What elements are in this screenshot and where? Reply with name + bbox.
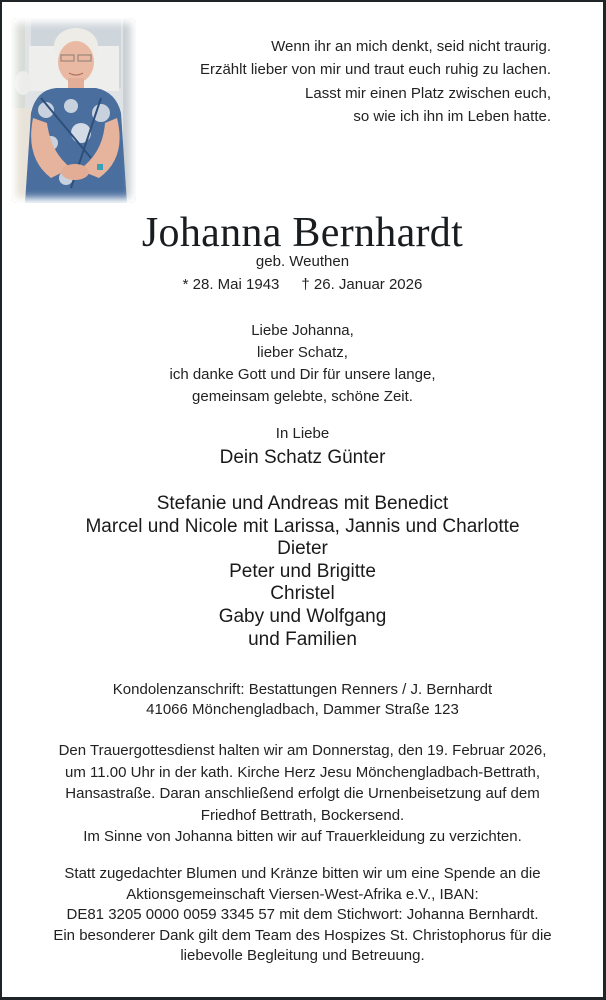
- family-line: Marcel und Nicole mit Larissa, Jannis und Charlotte: [85, 515, 520, 537]
- family-line: und Familien: [248, 628, 357, 650]
- service-line: Den Trauergottesdienst halten wir am Donnerstag, den 19. Februar 2026,: [58, 742, 547, 759]
- poem-line: so wie ich ihn im Leben hatte.: [353, 107, 551, 125]
- funeral-service-info: [2, 740, 603, 848]
- deceased-name: Johanna Bernhardt: [141, 210, 464, 256]
- service-line: um 11.00 Uhr in der kath. Kirche Herz Jesu Mönchengladbach-Bettrath,: [65, 763, 540, 781]
- letter-signer: Dein Schatz Günter: [219, 447, 386, 468]
- life-dates: [2, 275, 603, 295]
- service-line: Hansastraße. Daran anschließend erfolgt die Urnenbeisetzung auf dem: [65, 785, 540, 803]
- portrait-photo: [11, 18, 136, 203]
- family-line: Christel: [270, 583, 335, 605]
- poem-line: Lasst mir einen Platz zwischen euch,: [305, 84, 551, 102]
- birth-date: * 28. Mai 1943: [182, 276, 280, 293]
- donation-line: DE81 3205 0000 0059 3345 57 mit dem Stichwort: Johanna Bernhardt.: [66, 906, 539, 924]
- poem-line: Erzählt lieber von mir und traut euch ruhig zu lachen.: [199, 61, 551, 79]
- birth-name: geb. Weuthen: [255, 253, 350, 270]
- letter-line: Liebe Johanna,: [251, 322, 354, 339]
- family-line: Peter und Brigitte: [229, 560, 376, 582]
- donation-line: Aktionsgemeinschaft Viersen-West-Afrika e.V., IBAN:: [126, 885, 479, 903]
- letter-line: lieber Schatz,: [257, 344, 348, 361]
- service-line: Friedhof Bettrath, Bockersend.: [200, 806, 405, 824]
- poem: [200, 35, 551, 128]
- service-line: Im Sinne von Johanna bitten wir auf Trauerkleidung zu verzichten.: [83, 828, 522, 846]
- family-line: Stefanie und Andreas mit Benedict: [156, 493, 449, 514]
- letter-line: ich danke Gott und Dir für unsere lange,: [169, 366, 436, 383]
- family-mourners: [2, 493, 603, 651]
- personal-letter: [2, 320, 603, 408]
- family-line: Dieter: [277, 538, 328, 560]
- letter-closing: In Liebe: [275, 425, 330, 442]
- address-line: 41066 Mönchengladbach, Dammer Straße 123: [146, 701, 459, 718]
- photo-vignette: [11, 18, 136, 203]
- donation-line: liebevolle Begleitung und Betreuung.: [180, 947, 425, 965]
- donation-line: Ein besonderer Dank gilt dem Team des Hospizes St. Christophorus für die: [53, 926, 552, 944]
- donation-line: Statt zugedachter Blumen und Kränze bitten wir um eine Spende an die: [64, 865, 541, 882]
- condolence-address: [2, 680, 603, 720]
- poem-line: Wenn ihr an mich denkt, seid nicht traurig.: [271, 38, 551, 55]
- family-line: Gaby und Wolfgang: [218, 605, 387, 627]
- donation-info: [2, 864, 603, 967]
- death-date: † 26. Januar 2026: [301, 276, 423, 293]
- letter-line: gemeinsam gelebte, schöne Zeit.: [192, 388, 413, 405]
- address-line: Kondolenzanschrift: Bestattungen Renners / J. Bernhardt: [112, 681, 493, 698]
